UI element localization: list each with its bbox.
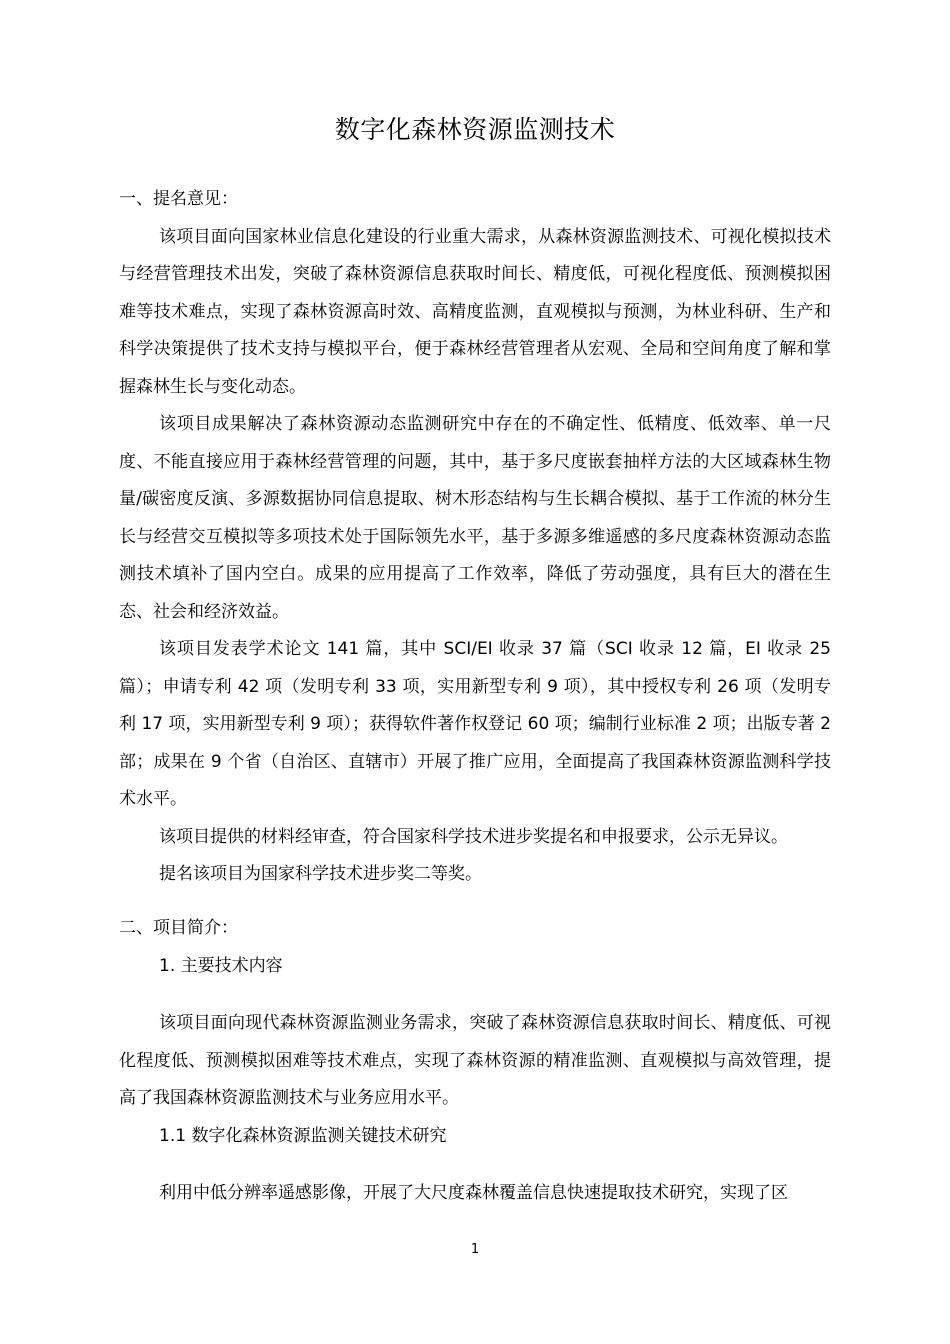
section-heading-nomination: 一、提名意见： <box>119 189 238 209</box>
spacer <box>119 985 831 1005</box>
section-project-summary <box>119 910 831 1213</box>
paragraph: 该项目面向国家林业信息化建设的行业重大需求，从森林资源监测技术、可视化模拟技术与经营管理技术出发，突破了森林资源信息获取时间长、精度低，可视化程度低、预测模拟困难等技术难点，实现了森林资源高时效、高精度监测，直观模拟与预测，为林业科研、生产和科学决策提供了技术支持与模拟平台，便于森林经营管理者从宏观、全局和空间角度了解和掌握森林生长与变化动态。 <box>119 226 831 397</box>
page-number: 1 <box>470 1242 480 1257</box>
paragraph: 该项目提供的材料经审查，符合国家科学技术进步奖提名和申报要求，公示无异议。 <box>159 826 788 847</box>
paragraph: 该项目成果解决了森林资源动态监测研究中存在的不确定性、低精度、低效率、单一尺度、不能直接应用于森林经营管理的问题，其中，基于多尺度嵌套抽样方法的大区域森林生物量/碳密度反演、多源数据协同信息提取、树木形态结构与生长耦合模拟、基于工作流的林分生长与经营交互模拟等多项技术处于国际领先水平，基于多源多维遥感的多尺度森林资源动态监测技术填补了国内空白。成果的应用提高了工作效率，降低了劳动强度，具有巨大的潜在生态、社会和经济效益。 <box>119 414 831 622</box>
subheading-key-tech: 1.1 数字化森林资源监测关键技术研究 <box>159 1125 447 1146</box>
paragraph: 该项目面向现代森林资源监测业务需求，突破了森林资源信息获取时间长、精度低、可视化程度低、预测模拟困难等技术难点，实现了森林资源的精准监测、直观模拟与高效管理，提高了我国森林资源监测技术与业务应用水平。 <box>119 1013 831 1108</box>
paragraph: 利用中低分辨率遥感影像，开展了大尺度森林覆盖信息快速提取技术研究，实现了区 <box>159 1183 788 1203</box>
section-heading-summary: 二、项目简介： <box>119 918 238 938</box>
document-title: 数字化森林资源监测技术 <box>334 115 616 144</box>
spacer <box>119 1155 831 1175</box>
paragraph: 该项目发表学术论文 141 篇，其中 SCI/EI 收录 37 篇（SCI 收录 12 篇，EI 收录 25 篇）；申请专利 42 项（发明专利 33 项，实用新型专利 9 项），其中授权专利 26 项（发明专利 17 项，实用新型专利 9 项）；获得软件著作权登记 60 项；编制行业标准 2 项；出版专著 2 部；成果在 9 个省（自治区、直辖市）开展了推广应用，全面提高了我国森林资源监测科学技术水平。 <box>119 639 831 809</box>
section-nomination <box>119 181 831 894</box>
subheading-main-content: 1. 主要技术内容 <box>159 955 283 976</box>
paragraph: 提名该项目为国家科学技术进步奖二等奖。 <box>159 864 482 884</box>
